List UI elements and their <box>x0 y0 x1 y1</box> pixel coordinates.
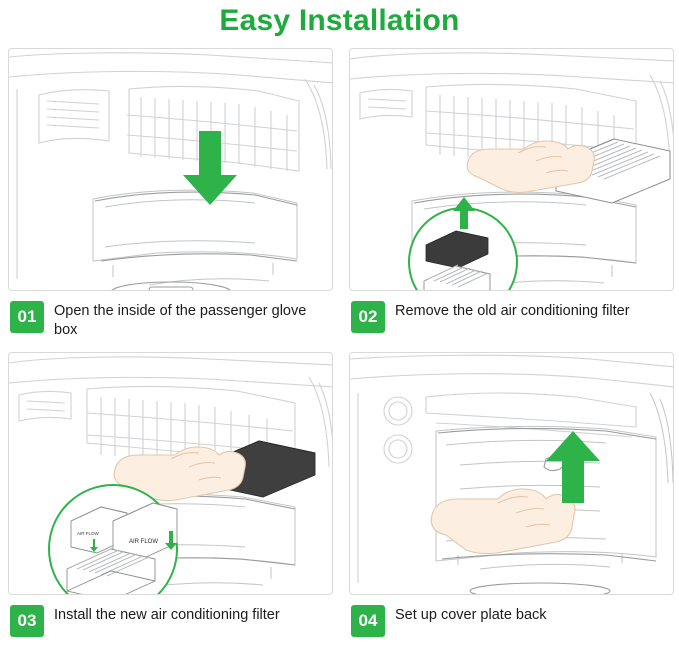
step-number-badge-01: 01 <box>10 301 44 333</box>
step-card-03 <box>8 352 333 641</box>
step-card-04 <box>349 352 674 641</box>
step-illustration-02 <box>349 48 674 291</box>
step-caption-04 <box>349 595 674 641</box>
page-title: Easy Installation <box>219 4 460 37</box>
cover-plate-back-illustration <box>350 353 674 595</box>
step-number-badge-03: 03 <box>10 605 44 637</box>
glove-box-open-illustration <box>9 49 333 291</box>
airflow-label-right: AIR FLOW <box>129 539 159 545</box>
step-text-03: Install the new air conditioning filter <box>54 607 280 623</box>
step-number-badge-02: 02 <box>351 301 385 333</box>
step-caption-01 <box>8 291 333 344</box>
step-illustration-03 <box>8 352 333 595</box>
step-caption-02 <box>349 291 674 337</box>
step-number-badge-04: 04 <box>351 605 385 637</box>
step-illustration-04 <box>349 352 674 595</box>
down-arrow-icon <box>183 131 237 205</box>
step-card-02 <box>349 48 674 344</box>
hand-icon <box>431 489 575 554</box>
callout-airflow <box>49 485 177 595</box>
airflow-label-left: AIR FLOW <box>77 531 99 536</box>
step-text-01: Open the inside of the passenger glove box <box>54 303 307 338</box>
steps-grid <box>0 48 679 641</box>
step-caption-03 <box>8 595 333 641</box>
install-new-filter-illustration <box>9 353 333 595</box>
step-illustration-01 <box>8 48 333 291</box>
step-text-04: Set up cover plate back <box>395 607 547 623</box>
callout-remove-filter <box>409 197 517 291</box>
step-text-02: Remove the old air conditioning filter <box>395 303 630 319</box>
remove-old-filter-illustration <box>350 49 674 291</box>
step-card-01 <box>8 48 333 344</box>
